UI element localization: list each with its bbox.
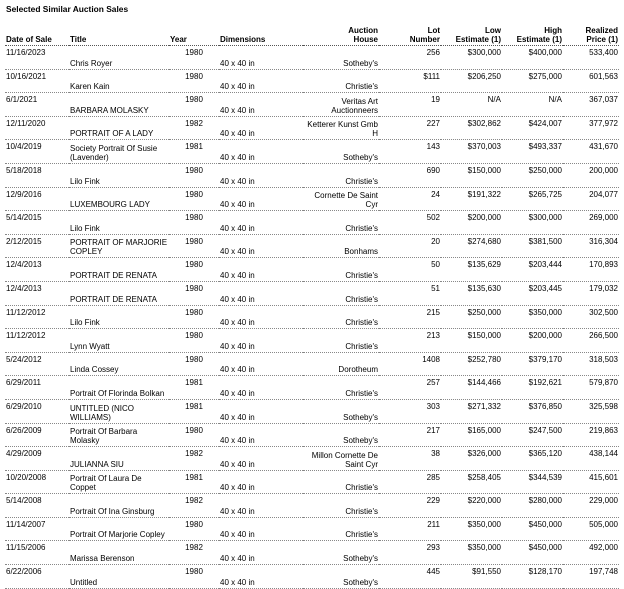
lot-number-cell: 217	[379, 423, 441, 447]
high-estimate-cell: $344,539	[502, 470, 563, 494]
lot-number-cell: 303	[379, 399, 441, 423]
lot-number-cell: 256	[379, 46, 441, 70]
column-header-high-estimate: High Estimate (1)	[502, 18, 563, 46]
high-estimate-cell: $450,000	[502, 541, 563, 565]
table-row	[5, 93, 619, 117]
artwork-dimensions-cell: 40 x 40 in	[219, 329, 303, 353]
artwork-dimensions-cell: 40 x 40 in	[219, 305, 303, 329]
realized-price-cell: 438,144	[563, 447, 619, 471]
high-estimate-cell: $365,120	[502, 447, 563, 471]
sale-date-cell: 6/29/2010	[5, 399, 69, 423]
artwork-title-cell: Society Portrait Of Susie (Lavender)	[69, 140, 169, 164]
realized-price-cell: 179,032	[563, 281, 619, 305]
artwork-dimensions-cell: 40 x 40 in	[219, 234, 303, 258]
table-row	[5, 258, 619, 282]
artwork-dimensions-cell: 40 x 40 in	[219, 163, 303, 187]
high-estimate-cell: $424,007	[502, 116, 563, 140]
low-estimate-cell: $135,629	[441, 258, 502, 282]
low-estimate-cell: $326,000	[441, 447, 502, 471]
table-row	[5, 352, 619, 376]
artwork-year-cell: 1981	[169, 399, 219, 423]
artwork-dimensions-cell: 40 x 40 in	[219, 258, 303, 282]
table-row	[5, 116, 619, 140]
artwork-title-cell: PORTRAIT OF A LADY	[69, 116, 169, 140]
artwork-dimensions-cell: 40 x 40 in	[219, 517, 303, 541]
lot-number-cell: 227	[379, 116, 441, 140]
high-estimate-cell: $203,444	[502, 258, 563, 282]
artwork-year-cell: 1982	[169, 447, 219, 471]
artwork-dimensions-cell: 40 x 40 in	[219, 470, 303, 494]
lot-number-cell: 143	[379, 140, 441, 164]
low-estimate-cell: $150,000	[441, 329, 502, 353]
low-estimate-cell: $274,680	[441, 234, 502, 258]
artwork-title-cell: Linda Cossey	[69, 352, 169, 376]
column-header-date: Date of Sale	[5, 18, 69, 46]
realized-price-cell: 431,670	[563, 140, 619, 164]
lot-number-cell: $111	[379, 69, 441, 93]
low-estimate-cell: $144,466	[441, 376, 502, 400]
high-estimate-cell: $247,500	[502, 423, 563, 447]
artwork-dimensions-cell: 40 x 40 in	[219, 565, 303, 589]
lot-number-cell: 285	[379, 470, 441, 494]
low-estimate-cell: $271,332	[441, 399, 502, 423]
artwork-year-cell: 1980	[169, 258, 219, 282]
low-estimate-cell: $91,550	[441, 565, 502, 589]
auction-house-cell: Christie's	[303, 494, 379, 518]
sale-date-cell: 11/15/2006	[5, 541, 69, 565]
auction-house-cell: Christie's	[303, 69, 379, 93]
realized-price-cell: 367,037	[563, 93, 619, 117]
artwork-title-cell: Lilo Fink	[69, 305, 169, 329]
artwork-year-cell: 1980	[169, 163, 219, 187]
sale-date-cell: 11/16/2023	[5, 46, 69, 70]
auction-house-cell: Cornette De Saint Cyr	[303, 187, 379, 211]
realized-price-cell: 197,748	[563, 565, 619, 589]
sale-date-cell: 11/14/2007	[5, 517, 69, 541]
high-estimate-cell: $350,000	[502, 305, 563, 329]
auction-house-cell: Christie's	[303, 376, 379, 400]
artwork-title-cell: Portrait Of Marjorie Copley	[69, 517, 169, 541]
high-estimate-cell: $128,170	[502, 565, 563, 589]
low-estimate-cell: $350,000	[441, 517, 502, 541]
artwork-year-cell: 1982	[169, 541, 219, 565]
artwork-year-cell: 1980	[169, 187, 219, 211]
artwork-title-cell: Portrait Of Florinda Bolkan	[69, 376, 169, 400]
low-estimate-cell: $165,000	[441, 423, 502, 447]
low-estimate-cell: $300,000	[441, 46, 502, 70]
auction-house-cell: Christie's	[303, 329, 379, 353]
artwork-dimensions-cell: 40 x 40 in	[219, 46, 303, 70]
high-estimate-cell: N/A	[502, 93, 563, 117]
lot-number-cell: 24	[379, 187, 441, 211]
auction-house-cell: Christie's	[303, 305, 379, 329]
lot-number-cell: 445	[379, 565, 441, 589]
auction-house-cell: Bonhams	[303, 234, 379, 258]
table-row	[5, 329, 619, 353]
table-row	[5, 305, 619, 329]
artwork-year-cell: 1980	[169, 565, 219, 589]
artwork-title-cell: PORTRAIT DE RENATA	[69, 281, 169, 305]
artwork-dimensions-cell: 40 x 40 in	[219, 541, 303, 565]
artwork-dimensions-cell: 40 x 40 in	[219, 93, 303, 117]
high-estimate-cell: $300,000	[502, 211, 563, 235]
artwork-year-cell: 1980	[169, 69, 219, 93]
high-estimate-cell: $265,725	[502, 187, 563, 211]
artwork-year-cell: 1980	[169, 329, 219, 353]
page-title: Selected Similar Auction Sales	[6, 4, 129, 14]
lot-number-cell: 211	[379, 517, 441, 541]
realized-price-cell: 204,077	[563, 187, 619, 211]
artwork-year-cell: 1980	[169, 234, 219, 258]
realized-price-cell: 316,304	[563, 234, 619, 258]
artwork-year-cell: 1981	[169, 376, 219, 400]
table-header	[5, 18, 619, 46]
column-header-dimensions: Dimensions	[219, 18, 303, 46]
high-estimate-cell: $280,000	[502, 494, 563, 518]
realized-price-cell: 200,000	[563, 163, 619, 187]
table-row	[5, 399, 619, 423]
realized-price-cell: 325,598	[563, 399, 619, 423]
high-estimate-cell: $203,445	[502, 281, 563, 305]
table-row	[5, 69, 619, 93]
artwork-dimensions-cell: 40 x 40 in	[219, 494, 303, 518]
realized-price-cell: 269,000	[563, 211, 619, 235]
artwork-year-cell: 1980	[169, 423, 219, 447]
lot-number-cell: 257	[379, 376, 441, 400]
auction-house-cell: Sotheby's	[303, 541, 379, 565]
lot-number-cell: 50	[379, 258, 441, 282]
auction-house-cell: Christie's	[303, 211, 379, 235]
artwork-title-cell: Chris Royer	[69, 46, 169, 70]
sale-date-cell: 12/4/2013	[5, 281, 69, 305]
low-estimate-cell: $252,780	[441, 352, 502, 376]
auction-house-cell: Christie's	[303, 281, 379, 305]
low-estimate-cell: $135,630	[441, 281, 502, 305]
sale-date-cell: 12/9/2016	[5, 187, 69, 211]
table-row	[5, 234, 619, 258]
artwork-dimensions-cell: 40 x 40 in	[219, 187, 303, 211]
artwork-year-cell: 1980	[169, 211, 219, 235]
realized-price-cell: 505,000	[563, 517, 619, 541]
high-estimate-cell: $250,000	[502, 163, 563, 187]
sale-date-cell: 6/26/2009	[5, 423, 69, 447]
low-estimate-cell: $258,405	[441, 470, 502, 494]
artwork-dimensions-cell: 40 x 40 in	[219, 211, 303, 235]
sale-date-cell: 5/24/2012	[5, 352, 69, 376]
realized-price-cell: 377,972	[563, 116, 619, 140]
artwork-title-cell: PORTRAIT OF MARJORIE COPLEY	[69, 234, 169, 258]
table-row	[5, 565, 619, 589]
high-estimate-cell: $381,500	[502, 234, 563, 258]
table-row	[5, 140, 619, 164]
lot-number-cell: 229	[379, 494, 441, 518]
sale-date-cell: 2/12/2015	[5, 234, 69, 258]
artwork-title-cell: Lilo Fink	[69, 211, 169, 235]
auction-house-cell: Christie's	[303, 470, 379, 494]
sale-date-cell: 4/29/2009	[5, 447, 69, 471]
artwork-title-cell: LUXEMBOURG LADY	[69, 187, 169, 211]
column-header-realized-price: Realized Price (1)	[563, 18, 619, 46]
realized-price-cell: 302,500	[563, 305, 619, 329]
sale-date-cell: 10/4/2019	[5, 140, 69, 164]
auction-house-cell: Ketterer Kunst Gmb H	[303, 116, 379, 140]
realized-price-cell: 415,601	[563, 470, 619, 494]
column-header-low-estimate: Low Estimate (1)	[441, 18, 502, 46]
artwork-title-cell: Karen Kain	[69, 69, 169, 93]
artwork-year-cell: 1980	[169, 281, 219, 305]
artwork-dimensions-cell: 40 x 40 in	[219, 447, 303, 471]
sale-date-cell: 10/20/2008	[5, 470, 69, 494]
lot-number-cell: 19	[379, 93, 441, 117]
sale-date-cell: 12/11/2020	[5, 116, 69, 140]
artwork-year-cell: 1980	[169, 305, 219, 329]
sale-date-cell: 11/12/2012	[5, 305, 69, 329]
artwork-year-cell: 1980	[169, 517, 219, 541]
realized-price-cell: 266,500	[563, 329, 619, 353]
low-estimate-cell: $370,003	[441, 140, 502, 164]
column-header-lot-number: Lot Number	[379, 18, 441, 46]
realized-price-cell: 492,000	[563, 541, 619, 565]
sale-date-cell: 10/16/2021	[5, 69, 69, 93]
artwork-dimensions-cell: 40 x 40 in	[219, 116, 303, 140]
artwork-dimensions-cell: 40 x 40 in	[219, 281, 303, 305]
table-row	[5, 376, 619, 400]
artwork-year-cell: 1982	[169, 116, 219, 140]
high-estimate-cell: $493,337	[502, 140, 563, 164]
artwork-title-cell: Portrait Of Barbara Molasky	[69, 423, 169, 447]
table-row	[5, 163, 619, 187]
sale-date-cell: 6/1/2021	[5, 93, 69, 117]
low-estimate-cell: $220,000	[441, 494, 502, 518]
table-row	[5, 187, 619, 211]
sale-date-cell: 5/14/2008	[5, 494, 69, 518]
table-row	[5, 46, 619, 70]
artwork-dimensions-cell: 40 x 40 in	[219, 423, 303, 447]
artwork-title-cell: Lilo Fink	[69, 163, 169, 187]
high-estimate-cell: $400,000	[502, 46, 563, 70]
table-row	[5, 281, 619, 305]
auction-house-cell: Millon Cornette De Saint Cyr	[303, 447, 379, 471]
auction-house-cell: Sotheby's	[303, 423, 379, 447]
artwork-dimensions-cell: 40 x 40 in	[219, 352, 303, 376]
lot-number-cell: 20	[379, 234, 441, 258]
low-estimate-cell: $150,000	[441, 163, 502, 187]
artwork-dimensions-cell: 40 x 40 in	[219, 399, 303, 423]
high-estimate-cell: $200,000	[502, 329, 563, 353]
artwork-year-cell: 1980	[169, 46, 219, 70]
artwork-title-cell: UNTITLED (NICO WILLIAMS)	[69, 399, 169, 423]
low-estimate-cell: $250,000	[441, 305, 502, 329]
table-row	[5, 423, 619, 447]
artwork-dimensions-cell: 40 x 40 in	[219, 376, 303, 400]
realized-price-cell: 170,893	[563, 258, 619, 282]
auction-sales-table	[5, 18, 619, 589]
lot-number-cell: 690	[379, 163, 441, 187]
high-estimate-cell: $192,621	[502, 376, 563, 400]
low-estimate-cell: $200,000	[441, 211, 502, 235]
auction-house-cell: Christie's	[303, 258, 379, 282]
artwork-year-cell: 1981	[169, 470, 219, 494]
high-estimate-cell: $376,850	[502, 399, 563, 423]
column-header-title: Title	[69, 18, 169, 46]
artwork-title-cell: Lynn Wyatt	[69, 329, 169, 353]
lot-number-cell: 293	[379, 541, 441, 565]
artwork-title-cell: BARBARA MOLASKY	[69, 93, 169, 117]
sale-date-cell: 5/18/2018	[5, 163, 69, 187]
table-row	[5, 541, 619, 565]
lot-number-cell: 215	[379, 305, 441, 329]
artwork-dimensions-cell: 40 x 40 in	[219, 140, 303, 164]
artwork-year-cell: 1982	[169, 494, 219, 518]
artwork-title-cell: Untitled	[69, 565, 169, 589]
high-estimate-cell: $450,000	[502, 517, 563, 541]
table-row	[5, 211, 619, 235]
table-row	[5, 494, 619, 518]
realized-price-cell: 219,863	[563, 423, 619, 447]
realized-price-cell: 579,870	[563, 376, 619, 400]
sale-date-cell: 6/22/2006	[5, 565, 69, 589]
sale-date-cell: 6/29/2011	[5, 376, 69, 400]
artwork-year-cell: 1980	[169, 352, 219, 376]
artwork-title-cell: PORTRAIT DE RENATA	[69, 258, 169, 282]
column-header-year: Year	[169, 18, 219, 46]
auction-house-cell: Sotheby's	[303, 46, 379, 70]
lot-number-cell: 51	[379, 281, 441, 305]
lot-number-cell: 213	[379, 329, 441, 353]
auction-house-cell: Dorotheum	[303, 352, 379, 376]
artwork-title-cell: Portrait Of Laura De Coppet	[69, 470, 169, 494]
auction-house-cell: Christie's	[303, 517, 379, 541]
table-row	[5, 447, 619, 471]
low-estimate-cell: N/A	[441, 93, 502, 117]
realized-price-cell: 229,000	[563, 494, 619, 518]
column-header-auction-house: Auction House	[303, 18, 379, 46]
low-estimate-cell: $302,862	[441, 116, 502, 140]
high-estimate-cell: $275,000	[502, 69, 563, 93]
sale-date-cell: 5/14/2015	[5, 211, 69, 235]
lot-number-cell: 502	[379, 211, 441, 235]
artwork-year-cell: 1980	[169, 93, 219, 117]
auction-house-cell: Christie's	[303, 163, 379, 187]
sale-date-cell: 11/12/2012	[5, 329, 69, 353]
auction-house-cell: Veritas Art Auctionneers	[303, 93, 379, 117]
artwork-year-cell: 1981	[169, 140, 219, 164]
realized-price-cell: 318,503	[563, 352, 619, 376]
lot-number-cell: 38	[379, 447, 441, 471]
table-row	[5, 470, 619, 494]
realized-price-cell: 601,563	[563, 69, 619, 93]
low-estimate-cell: $206,250	[441, 69, 502, 93]
realized-price-cell: 533,400	[563, 46, 619, 70]
artwork-title-cell: Portrait Of Ina Ginsburg	[69, 494, 169, 518]
auction-house-cell: Sotheby's	[303, 140, 379, 164]
auction-house-cell: Sotheby's	[303, 399, 379, 423]
artwork-title-cell: Marissa Berenson	[69, 541, 169, 565]
high-estimate-cell: $379,170	[502, 352, 563, 376]
artwork-title-cell: JULIANNA SIU	[69, 447, 169, 471]
auction-house-cell: Sotheby's	[303, 565, 379, 589]
artwork-dimensions-cell: 40 x 40 in	[219, 69, 303, 93]
table-body	[5, 46, 619, 589]
low-estimate-cell: $191,322	[441, 187, 502, 211]
table-row	[5, 517, 619, 541]
lot-number-cell: 1408	[379, 352, 441, 376]
sale-date-cell: 12/4/2013	[5, 258, 69, 282]
low-estimate-cell: $350,000	[441, 541, 502, 565]
